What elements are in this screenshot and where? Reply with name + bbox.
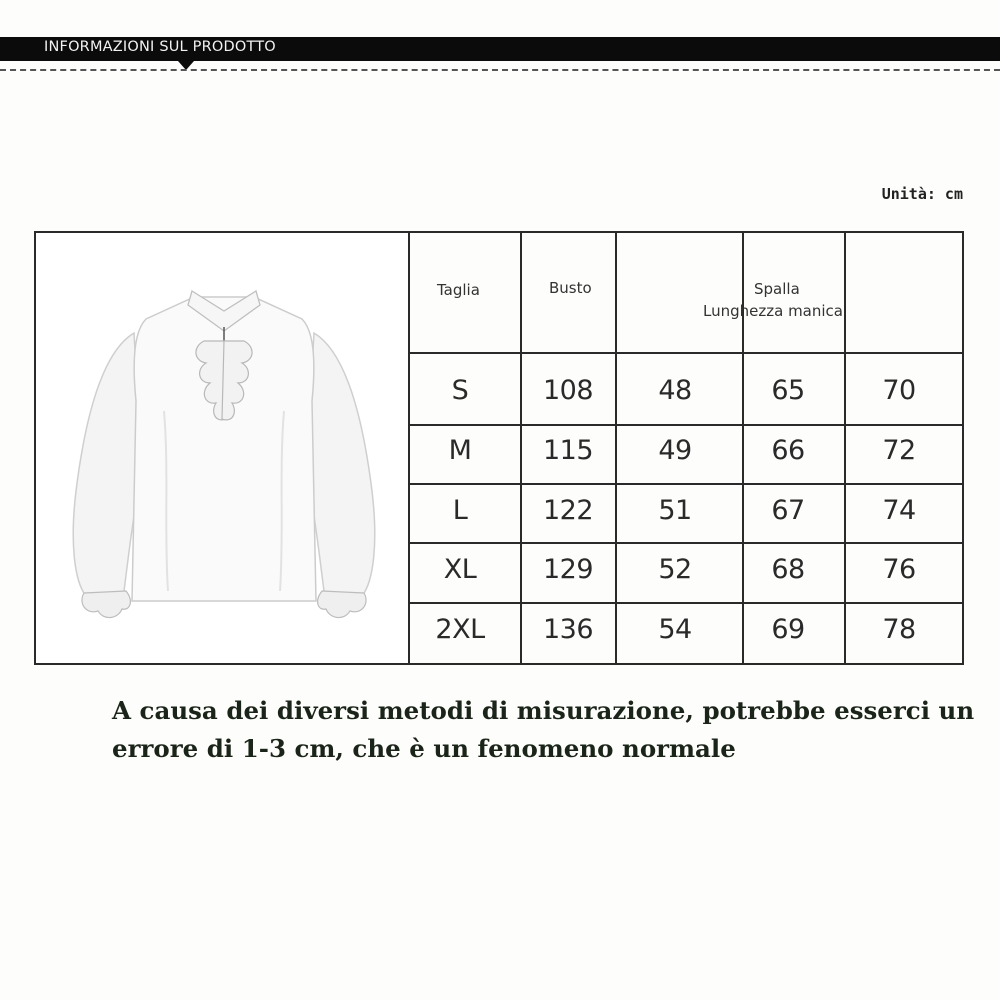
cell-chest-l: 122 [542, 495, 594, 526]
cell-col4-s: 65 [771, 375, 805, 406]
cell-col4-xl: 68 [771, 554, 805, 585]
cell-shoulder-l: 51 [658, 495, 692, 526]
white-ruffled-shirt-image [64, 271, 384, 631]
product-photo-cell [36, 233, 410, 663]
dashed-divider [0, 69, 1000, 71]
cell-col5-xl: 76 [882, 554, 916, 585]
cell-shoulder-2xl: 54 [658, 614, 692, 645]
cell-shoulder-xl: 52 [658, 554, 692, 585]
measurement-note: A causa dei diversi metodi di misurazione, potrebbe esserci un errore di 1-3 cm, che è un fenomeno normale [112, 696, 975, 763]
cell-size-m: M [448, 435, 472, 466]
row-divider [408, 424, 962, 426]
cell-shoulder-s: 48 [658, 375, 692, 406]
row-divider [408, 542, 962, 544]
cell-col4-2xl: 69 [771, 614, 805, 645]
header-shoulder: Spalla [754, 280, 800, 298]
size-chart-table [34, 231, 964, 665]
cell-size-xl: XL [443, 554, 477, 585]
section-title: INFORMAZIONI SUL PRODOTTO [44, 39, 276, 55]
cell-col4-l: 67 [771, 495, 805, 526]
cell-col5-2xl: 78 [882, 614, 916, 645]
cell-size-l: L [452, 495, 468, 526]
unit-label: Unità: cm [881, 185, 963, 203]
row-divider [408, 483, 962, 485]
cell-col4-m: 66 [771, 435, 805, 466]
cell-size-2xl: 2XL [435, 614, 485, 645]
cell-size-s: S [451, 375, 469, 406]
cell-chest-s: 108 [542, 375, 594, 406]
row-divider [408, 602, 962, 604]
row-divider [408, 352, 962, 354]
cell-chest-xl: 129 [542, 554, 594, 585]
section-header-bar [0, 37, 1000, 61]
cell-chest-m: 115 [542, 435, 594, 466]
header-chest: Busto [549, 279, 592, 297]
header-sleeve-length: Lunghezza manica [703, 302, 843, 320]
cell-col5-l: 74 [882, 495, 916, 526]
cell-col5-m: 72 [882, 435, 916, 466]
cell-shoulder-m: 49 [658, 435, 692, 466]
cell-col5-s: 70 [882, 375, 916, 406]
header-size: Taglia [437, 281, 480, 299]
cell-chest-2xl: 136 [542, 614, 594, 645]
